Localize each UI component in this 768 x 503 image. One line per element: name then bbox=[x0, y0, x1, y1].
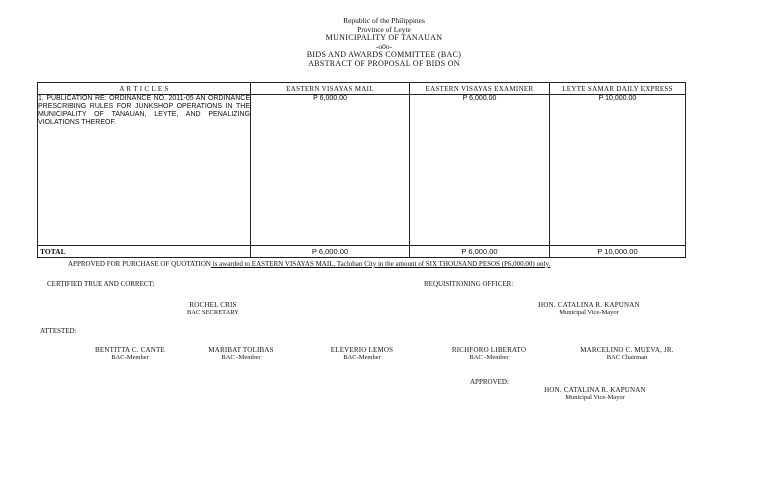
secretary-title: BAC SECRETARY bbox=[186, 309, 240, 316]
member-title: BAC-Member bbox=[343, 354, 381, 361]
table-header-row bbox=[38, 83, 686, 95]
header-articles: A R T I C L E S bbox=[38, 83, 251, 95]
total-2: P 6,000.00 bbox=[410, 246, 550, 258]
header-separator: -o0o- bbox=[375, 41, 393, 51]
secretary-name: ROCHEL CRIS bbox=[189, 301, 237, 309]
article-description: 1. PUBLICATION RE: ORDINANCE NO. 2011-05 AN ORDINANCE PRESCRIBING RULES FOR JUNKSHOP OPERATIONS IN THE MUNICIPALITY OF TANAUAN, LEYTE, AND PENALIZING VIOLATIONS THEREOF. bbox=[38, 95, 251, 246]
member-name: MARIBAT TOLIBAS bbox=[208, 346, 274, 354]
chairman-title: BAC Chairman bbox=[606, 354, 648, 361]
abstract-table bbox=[37, 82, 686, 258]
signatory-bac-chairman bbox=[557, 346, 697, 362]
chairman-name: MARCELINO C. MUEVA, JR. bbox=[580, 346, 674, 354]
requisitioning-label: REQUISITIONING OFFICER: bbox=[424, 280, 514, 288]
approved-label: APPROVED: bbox=[470, 378, 509, 386]
bid-price-2: P 6,000.00 bbox=[410, 95, 550, 246]
total-label: TOTAL bbox=[38, 246, 251, 258]
header-committee: BIDS AND AWARDS COMMITTEE (BAC) bbox=[306, 50, 462, 59]
signatory-member-2 bbox=[171, 346, 311, 362]
header-bidder-1: EASTERN VISAYAS MAIL bbox=[251, 83, 410, 95]
header-bidder-2: EASTERN VISAYAS EXAMINER bbox=[410, 83, 550, 95]
member-title: BAC-Member bbox=[111, 354, 149, 361]
requisitioning-officer-title: Municipal Vice-Mayor bbox=[559, 309, 619, 316]
signatory-secretary bbox=[143, 301, 283, 317]
member-name: BENTITTA C. CANTE bbox=[95, 346, 165, 354]
signatory-requisitioning-officer bbox=[509, 301, 669, 317]
member-name: ELEVERIO LEMOS bbox=[330, 346, 394, 354]
bid-price-3: P 10,000.00 bbox=[550, 95, 686, 246]
approval-prefix: APPROVED FOR PURCHASE OF QUOTATION bbox=[68, 260, 211, 268]
bid-price-1: P 6,000.00 bbox=[251, 95, 410, 246]
signatory-member-4 bbox=[419, 346, 559, 362]
signatory-approver bbox=[515, 386, 675, 402]
header-bidder-3: LEYTE SAMAR DAILY EXPRESS bbox=[550, 83, 686, 95]
attested-label: ATTESTED: bbox=[40, 327, 77, 335]
approval-award-text: is awarded to EASTERN VISAYAS MAIL, Tacloban City in the amount of SIX THOUSAND PESOS (P6,000.00) only. bbox=[210, 260, 551, 268]
header-abstract-title: ABSTRACT OF PROPOSAL OF BIDS ON bbox=[308, 58, 460, 68]
requisitioning-officer-name: HON. CATALINA R. KAPUNAN bbox=[538, 301, 640, 309]
header-municipality: MUNICIPALITY OF TANAUAN bbox=[325, 33, 443, 42]
approver-name: HON. CATALINA R. KAPUNAN bbox=[544, 386, 646, 394]
header-republic: Republic of the Philippines bbox=[343, 16, 425, 25]
certified-label: CERTIFIED TRUE AND CORRECT: bbox=[47, 280, 155, 288]
document-header bbox=[0, 17, 768, 68]
signatory-member-3 bbox=[292, 346, 432, 362]
approver-title: Municipal Vice-Mayor bbox=[565, 394, 625, 401]
member-title: BAC -Member bbox=[221, 354, 261, 361]
header-province: Province of Leyte bbox=[357, 24, 411, 34]
member-title: BAC -Member bbox=[469, 354, 509, 361]
total-row bbox=[38, 246, 686, 258]
approval-statement bbox=[68, 260, 550, 268]
table-row bbox=[38, 95, 686, 246]
total-1: P 6,000.00 bbox=[251, 246, 410, 258]
member-name: RICHFORO LIBERATO bbox=[451, 346, 527, 354]
total-3: P 10,000.00 bbox=[550, 246, 686, 258]
